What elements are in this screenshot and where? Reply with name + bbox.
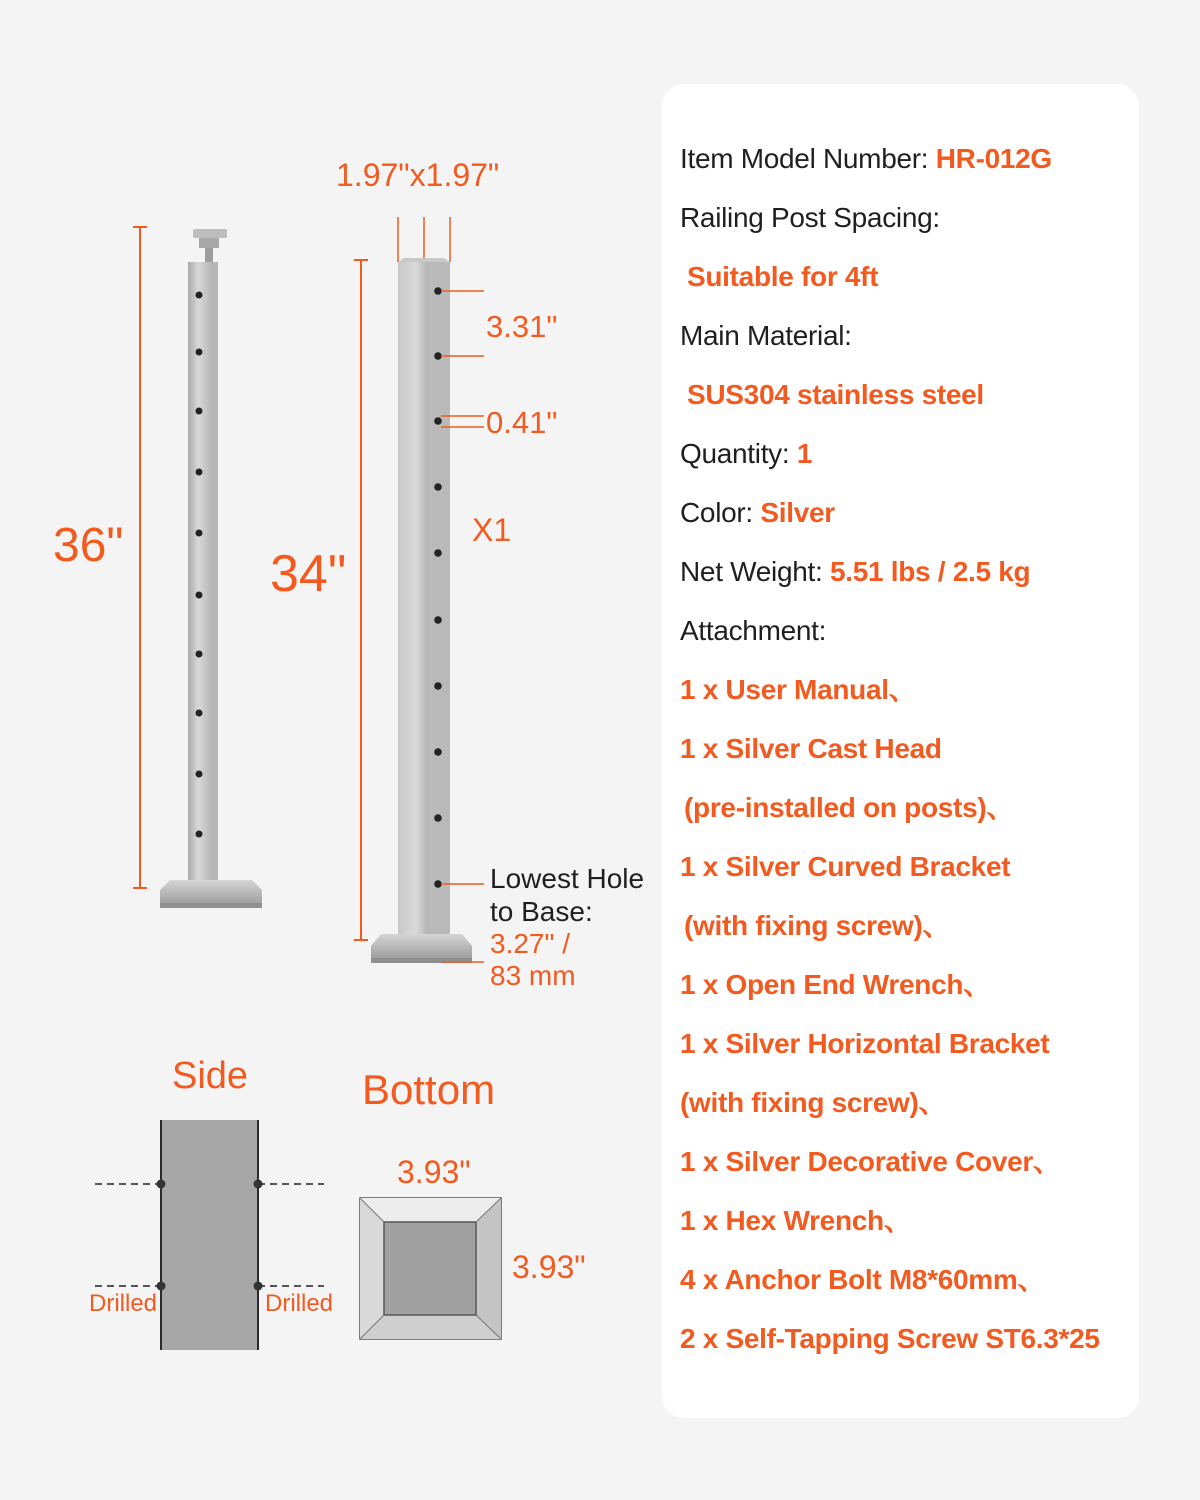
- lowest-hole-value-line2: 83 mm: [490, 960, 576, 991]
- height-34-label: 34": [270, 545, 347, 603]
- bottom-view-drawing: [360, 1198, 501, 1339]
- spec-weight-value: 5.51 lbs / 2.5 kg: [829, 556, 1031, 587]
- spec-weight-label: Net Weight:: [680, 556, 830, 587]
- spec-material-value: SUS304 stainless steel: [687, 379, 984, 410]
- bottom-depth-label: 3.93": [512, 1249, 586, 1285]
- dimension-line-34: [354, 260, 368, 940]
- hole-diameter-label: 0.41": [486, 405, 558, 440]
- hole-spacing-label: 3.31": [486, 309, 558, 344]
- attachment-item: 1 x User Manual、: [680, 674, 917, 705]
- spec-spacing-value: Suitable for 4ft: [687, 261, 879, 292]
- spec-attachment: [680, 614, 826, 648]
- bottom-view-title: Bottom: [362, 1066, 496, 1113]
- spec-quantity-value: 1: [796, 438, 813, 469]
- spec-model-label: Item Model Number:: [680, 143, 936, 174]
- attachment-item: 2 x Self-Tapping Screw ST6.3*25: [680, 1323, 1100, 1354]
- side-view-title: Side: [172, 1055, 249, 1097]
- dimension-line-36: [133, 227, 147, 888]
- attachment-item: 1 x Silver Decorative Cover、: [680, 1146, 1061, 1177]
- post-main: [371, 258, 472, 963]
- bottom-width-label: 3.93": [397, 1154, 471, 1190]
- spec-weight: [680, 555, 1030, 589]
- spec-color-label: Color:: [680, 497, 761, 528]
- lowest-hole-label-line2: to Base:: [490, 896, 593, 927]
- spec-spacing: [680, 201, 940, 235]
- spec-quantity-label: Quantity:: [680, 438, 797, 469]
- lowest-hole-label-line1: Lowest Hole: [490, 863, 645, 894]
- lowest-hole-value-line1: 3.27" /: [490, 928, 570, 959]
- spec-quantity: [680, 437, 812, 471]
- quantity-mark: X1: [472, 512, 512, 548]
- spec-material-label: Main Material:: [680, 320, 852, 351]
- spec-model-value: HR-012G: [935, 143, 1052, 174]
- attachment-item: (with fixing screw)、: [680, 1087, 947, 1118]
- spec-attachment-label: Attachment:: [680, 615, 827, 646]
- attachment-item: 4 x Anchor Bolt M8*60mm、: [680, 1264, 1046, 1295]
- attachment-item: 1 x Silver Cast Head: [680, 733, 942, 764]
- width-marker-lines: [398, 217, 450, 262]
- attachment-item: (pre-installed on posts)、: [684, 792, 1015, 823]
- width-dimension: 1.97"x1.97": [336, 157, 500, 193]
- spec-spacing-label: Railing Post Spacing:: [680, 202, 940, 233]
- height-36-label: 36": [53, 519, 124, 572]
- attachment-item: (with fixing screw)、: [684, 910, 951, 941]
- attachment-item: 1 x Silver Horizontal Bracket: [680, 1028, 1050, 1059]
- spec-color: [680, 496, 835, 530]
- drilled-left-label: Drilled: [89, 1290, 158, 1317]
- drilled-right-label: Drilled: [265, 1290, 334, 1317]
- spec-material-value-line: [687, 378, 984, 412]
- attachment-item: 1 x Open End Wrench、: [680, 969, 991, 1000]
- attachment-item: 1 x Hex Wrench、: [680, 1205, 912, 1236]
- spec-color-value: Silver: [760, 497, 835, 528]
- spec-material: [680, 319, 852, 353]
- post-with-cast-head: [160, 229, 262, 908]
- spec-model: [680, 142, 1052, 176]
- spec-spacing-value-line: [687, 260, 878, 294]
- attachment-item: 1 x Silver Curved Bracket: [680, 851, 1011, 882]
